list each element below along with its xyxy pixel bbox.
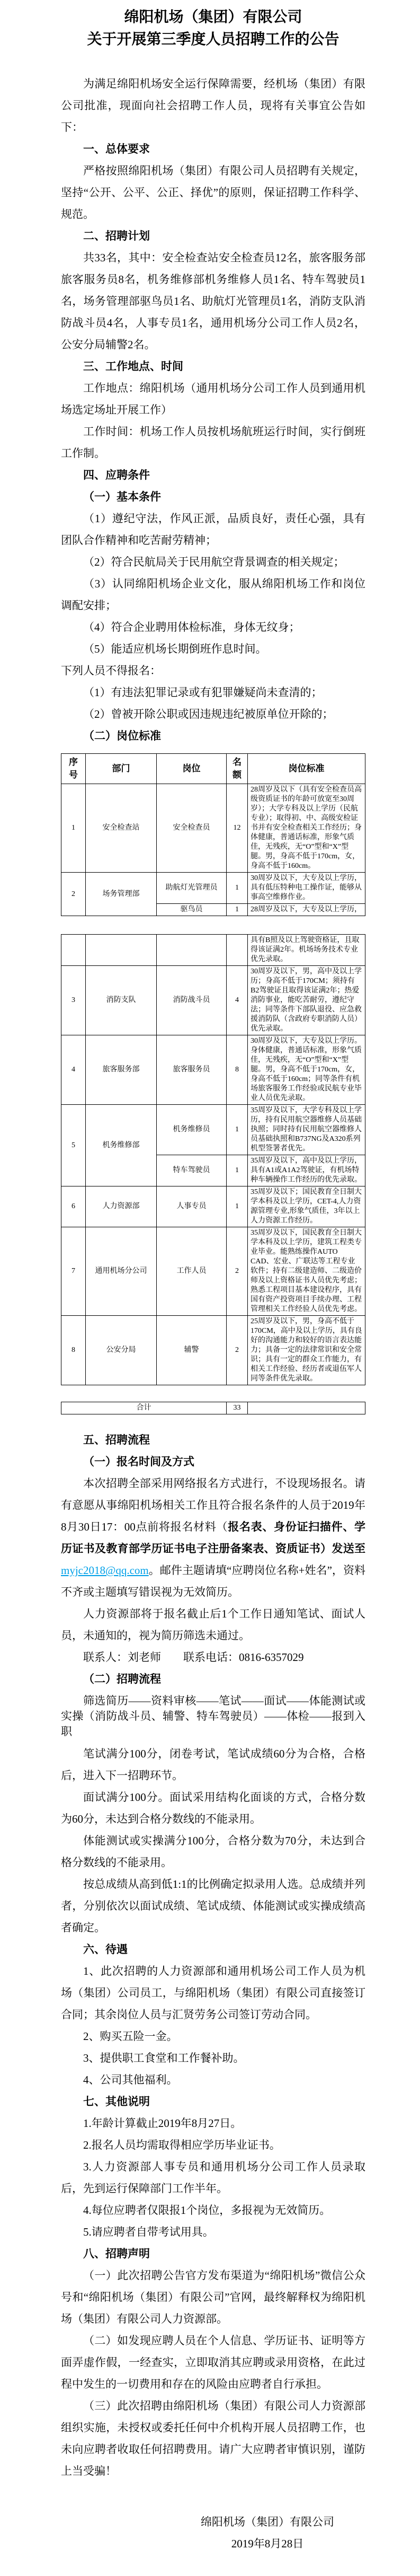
apply-time-heading: （一）报名时间及方式 — [83, 1456, 194, 1468]
cell-standard: 28周岁及以下，大专及以上学历， — [248, 904, 365, 916]
total-quota: 33 — [227, 1402, 248, 1414]
table-row — [61, 1186, 365, 1227]
interview-paragraph: 面试满分100分。面试采用结构化面谈的方式，合格分数为60分，未达到合格分数线的不能录用。 — [61, 1791, 365, 1825]
cell-post: 助航灯光管理员 — [157, 873, 227, 904]
header-standard: 岗位标准 — [248, 754, 365, 784]
cell-dept: 通用机场分公司 — [86, 1227, 157, 1316]
note-item: 5.请应聘者自带考试用具。 — [83, 2226, 214, 2238]
condition-item: （3）认同绵阳机场企业文化，服从绵阳机场工作和岗位调配安排； — [61, 577, 365, 612]
section4-heading: 四、应聘条件 — [83, 469, 150, 481]
banned-notice: 下列人员不得报名： — [61, 664, 161, 677]
cell-quota: 1 — [227, 1186, 248, 1227]
table-total-row — [61, 1402, 365, 1414]
section2-heading: 二、招聘计划 — [83, 230, 150, 242]
cell-dept: 场务管理部 — [86, 873, 157, 916]
note-item: 3.人力资源部人事专员和通用机场分公司工作人员录取后，先到运行保障部门工作半年。 — [61, 2160, 365, 2195]
statement-item: （三）此次招聘由绵阳机场（集团）有限公司人力资源部组织实施，未授权或委托任何中介机构开展人员招聘工作，也未向应聘者收取任何招聘费用。请广大应聘者审慎识别，谨防上当受骗！ — [61, 2399, 365, 2477]
document-title — [61, 6, 365, 51]
email-link[interactable]: myjc2018@qq.com — [61, 1564, 149, 1577]
section3-heading: 三、工作地点、时间 — [83, 361, 183, 373]
table-row — [61, 1105, 365, 1155]
condition-item: （2）符合民航局关于民用航空背景调查的相关规定； — [83, 556, 345, 568]
cell-standard: 30周岁及以下，大专及以上学历。身体健康，普通话标准，形象气质佳，无残疾，无“O”型和“X”型腿。男，身高不低于170cm，女，身高不低于160cm；同等条件有机场旅客服务工作经验或民航专业毕业人员优先录取。 — [248, 1035, 365, 1105]
condition-item: （1）遵纪守法，作风正派，品质良好，责任心强，具有团队合作精神和吃苦耐劳精神； — [61, 512, 365, 547]
statement-item: （一）此次招聘公告官方发布渠道为“绵阳机场”微信公众号和“绵阳机场（集团）有限公司”官网，最终解释权为绵阳机场（集团）有限公司人力资源部。 — [61, 2269, 365, 2325]
cell-post: 机务维修员 — [157, 1105, 227, 1155]
benefit-item: 4、公司其他福利。 — [83, 2073, 178, 2086]
positions-table-part1 — [61, 753, 365, 916]
cell-quota: 8 — [227, 1035, 248, 1105]
physical-test-paragraph: 体能测试或实操满分100分，合格分数为70分，未达到合格分数线的不能录用。 — [61, 1834, 365, 1869]
section8-heading: 八、招聘声明 — [83, 2248, 150, 2260]
cell-no: 5 — [61, 1105, 86, 1186]
cell-post: 驱鸟员 — [157, 904, 227, 916]
work-time-paragraph: 工作时间：机场工作人员按机场航班运行时间，实行倒班工作制。 — [61, 425, 365, 460]
note-item: 4.每位应聘者仅限报1个岗位，多报视为无效简历。 — [83, 2204, 331, 2217]
apply-method-paragraph — [61, 1473, 365, 1603]
section5-heading: 五、招聘流程 — [83, 1434, 150, 1446]
section1-paragraph: 严格按照绵阳机场（集团）有限公司人员招聘有关规定，坚持“公开、公平、公正、择优”的原则，保证招聘工作科学、规范。 — [61, 164, 365, 221]
cell-post: 辅警 — [157, 1316, 227, 1385]
signature-block — [193, 2511, 342, 2555]
process-flow-paragraph: 筛选简历——资料审核——笔试——面试——体能测试或实操（消防战斗员、辅警、特车驾驶员）——体检——报到入职 — [61, 1694, 365, 1738]
cell-no: 1 — [61, 784, 86, 873]
cell-standard: 30周岁及以下，大专及以上学历，具有低压特种电工操作证，能够从事高空维修作业。 — [248, 873, 365, 904]
statement-item: （二）如发现应聘人员在个人信息、学历证书、证明等方面弄虚作假，一经查实，立即取消其应聘或录用资格，在此过程中发生的一切费用和存在的风险由应聘者自行承担。 — [61, 2334, 365, 2390]
total-standard-empty — [248, 1402, 365, 1414]
cell-post: 安全检查员 — [157, 784, 227, 873]
cell-quota: 12 — [227, 784, 248, 873]
cell-quota: 1 — [227, 904, 248, 916]
positions-table-total — [61, 1402, 365, 1414]
cell-post: 工作人员 — [157, 1227, 227, 1316]
cell-dept: 机务维修部 — [86, 1105, 157, 1186]
cell-no: 4 — [61, 1035, 86, 1105]
cell-standard: 具有B照及以上驾驶资格证，且取得该证满2年。机场场务技术专业优先录取。 — [248, 935, 365, 966]
banned-item: （2）曾被开除公职或因违规违纪被原单位开除的； — [83, 708, 334, 720]
section7-heading: 七、其他说明 — [83, 2096, 150, 2108]
apply-materials-bold: 报名表、身份证扫描件、学历证书及教育部学历证书电子注册备案表、资质证书）发送至 — [61, 1520, 366, 1555]
condition-item: （5）能适应机场长期倒班作息时间。 — [83, 643, 267, 655]
header-dept: 部门 — [86, 754, 157, 784]
table-row — [61, 966, 365, 1035]
cell-post: 特车驾驶员 — [157, 1155, 227, 1186]
position-standards-heading: （二）岗位标准 — [83, 730, 161, 742]
benefit-item: 1、此次招聘的人力资源部和通用机场公司工作人员为机场（集团）公司员工，与绵阳机场（集团）有限公司直接签订合同；其余岗位人员与汇贤劳务公司签订劳动合同。 — [61, 1965, 365, 2021]
cell-quota-empty — [227, 935, 248, 966]
cell-dept-empty — [86, 935, 157, 966]
section1-heading: 一、总体要求 — [83, 143, 150, 155]
cell-quota: 4 — [227, 966, 248, 1035]
positions-table-part2 — [61, 934, 365, 1385]
basic-conditions-heading: （一）基本条件 — [83, 491, 161, 503]
cell-standard: 35周岁及以下；国民教育全日制大学本科及以上学历，CET-4,人力资源管理专业,形象气质佳，3年以上人力资源工作经历。 — [248, 1186, 365, 1227]
cell-standard: 35周岁及以下，大学专科及以上学历，持有民用航空器维修人员基础执照；同时持有民用航空器维修人员基础执照和B737NG及A320系列机型签署者优先。 — [248, 1105, 365, 1155]
cell-post: 旅客服务员 — [157, 1035, 227, 1105]
cell-standard: 28周岁及以下（具有安全检查员高级资质证书的年龄可放宽至30周岁）；大学专科及以上学历（民航专业）；取得初、中、高级安检证书并有安全检查相关工作经历；身体健康，普通话标准，形象气质佳，无残疾，无“O”型和“X”型腿。男，身高不低于170cm，女，身高不低于160cm。 — [248, 784, 365, 873]
work-location-paragraph: 工作地点：绵阳机场（通用机场分公司工作人员到通用机场选定场址开展工作） — [61, 382, 365, 416]
table-row — [61, 873, 365, 904]
total-label: 合计 — [61, 1402, 227, 1414]
cell-post: 人事专员 — [157, 1186, 227, 1227]
cell-no-empty — [61, 935, 86, 966]
table-row — [61, 784, 365, 873]
process-heading: （二）招聘流程 — [83, 1673, 161, 1685]
note-item: 1.年龄计算截止2019年8月27日。 — [83, 2117, 242, 2130]
cell-no: 3 — [61, 966, 86, 1035]
note-item: 2.报名人员均需取得相应学历毕业证书。 — [83, 2139, 281, 2151]
signature-date: 2019年8月28日 — [231, 2537, 304, 2550]
signature-company: 绵阳机场（集团）有限公司 — [201, 2516, 334, 2528]
table-row — [61, 1035, 365, 1105]
cell-no: 2 — [61, 873, 86, 916]
cell-dept: 旅客服务部 — [86, 1035, 157, 1105]
cell-dept: 公安分局 — [86, 1316, 157, 1385]
cell-post: 消防战斗员 — [157, 966, 227, 1035]
header-post: 岗位 — [157, 754, 227, 784]
table-row — [61, 1316, 365, 1385]
condition-item: （4）符合企业聘用体检标准，身体无纹身； — [83, 621, 300, 634]
cell-quota: 1 — [227, 1155, 248, 1186]
cell-quota: 2 — [227, 1316, 248, 1385]
title-line1: 绵阳机场（集团）有限公司 — [124, 9, 302, 25]
notify-paragraph: 人力资源部将于报名截止后1个工作日通知笔试、面试人员，未通知的，视为简历筛选未通过。 — [61, 1607, 365, 1642]
apply-post-text: 。邮件主题请填“应聘岗位名称+姓名”，资料不齐或主题填写错误视为无效简历。 — [61, 1564, 365, 1598]
section2-paragraph: 共33名，其中：安全检查站安全检查员12名，旅客服务部旅客服务员8名，机务维修部机务维修人员1名、特车驾驶员1名，场务管理部驱鸟员1名、助航灯光管理员1名，消防支队消防战斗员4名，人事专员1名，通用机场分公司工作人员2名，公安分局辅警2名。 — [61, 251, 365, 351]
cell-no: 7 — [61, 1227, 86, 1316]
section6-heading: 六、待遇 — [83, 1944, 128, 1956]
benefit-item: 3、提供职工食堂和工作餐补助。 — [83, 2052, 245, 2064]
intro-paragraph: 为满足绵阳机场安全运行保障需要，经机场（集团）有限公司批准，现面向社会招聘工作人员，现将有关事宜公告如下： — [61, 77, 365, 134]
benefit-item: 2、购买五险一金。 — [83, 2030, 178, 2043]
cell-standard: 25周岁及以下，男，身高不低于170CM，高中及以上学历，具有良好的沟通能力和较好的语言表达能力；具备一定的法律常识和安全常识；具有一定的群众工作能力，有相关工作经验、经历者或退伍军人同等条件优先录取。 — [248, 1316, 365, 1385]
ranking-paragraph: 按总成绩从高到低1:1的比例确定拟录用人选。总成绩并列者，分别依次以面试成绩、笔试成绩、体能测试或实操成绩高者确定。 — [61, 1878, 365, 1934]
cell-quota: 2 — [227, 1227, 248, 1316]
cell-standard: 35周岁及以下，国民教育全日制大学本科及以上学历，建筑工程类专业毕业。能熟练操作AUTO CAD、宏业、广联达等工程专业软件；持有二级建造师、二级造价师及以上资格证书人员优先考虑；熟悉工程项目基本建设程序，具有国有资产投资项目手续办理、工程管理相关工作经验人员优先考虑。 — [248, 1227, 365, 1316]
cell-dept: 人力资源部 — [86, 1186, 157, 1227]
cell-post-empty — [157, 935, 227, 966]
cell-no: 8 — [61, 1316, 86, 1385]
header-no-label: 序号 — [68, 757, 78, 780]
table-row-continuation — [61, 935, 365, 966]
cell-standard: 35周岁及以下，高中及以上学历，具有A1或A1A2驾驶证，有机场特种车辆操作工作经历的优先录取。 — [248, 1155, 365, 1186]
table-header-row — [61, 754, 365, 784]
cell-quota: 1 — [227, 873, 248, 904]
title-line2: 关于开展第三季度人员招聘工作的公告 — [87, 31, 339, 48]
banned-item: （1）有违法犯罪记录或有犯罪嫌疑尚未查清的； — [83, 686, 323, 699]
header-quota — [227, 754, 248, 784]
apply-pre-text: 本次招聘全部采用网络报名方式进行，不设现场报名。请有意愿从事绵阳机场相关工作且符合报名条件的人员于2019年8月30日17：00点前将报名材料（ — [61, 1477, 365, 1533]
header-quota-label: 名额 — [232, 757, 242, 780]
table-row — [61, 1227, 365, 1316]
cell-no: 6 — [61, 1186, 86, 1227]
cell-quota: 1 — [227, 1105, 248, 1155]
written-test-paragraph: 笔试满分100分，闭卷考试，笔试成绩60分为合格，合格后，进入下一招聘环节。 — [61, 1747, 365, 1782]
contact-line: 联系人：刘老师 联系电话：0816-6357029 — [83, 1651, 304, 1664]
cell-dept: 安全检查站 — [86, 784, 157, 873]
cell-standard: 30周岁及以下，男，高中及以上学历；身高不低于170CM；须持有B2驾驶证且取得该证满2年；热爱消防事业，能吃苦耐劳，遵纪守法；同等条件下部队退役、应急救援消防队（含政府专职消防人员）优先录取。 — [248, 966, 365, 1035]
cell-dept: 消防支队 — [86, 966, 157, 1035]
header-no — [61, 754, 86, 784]
